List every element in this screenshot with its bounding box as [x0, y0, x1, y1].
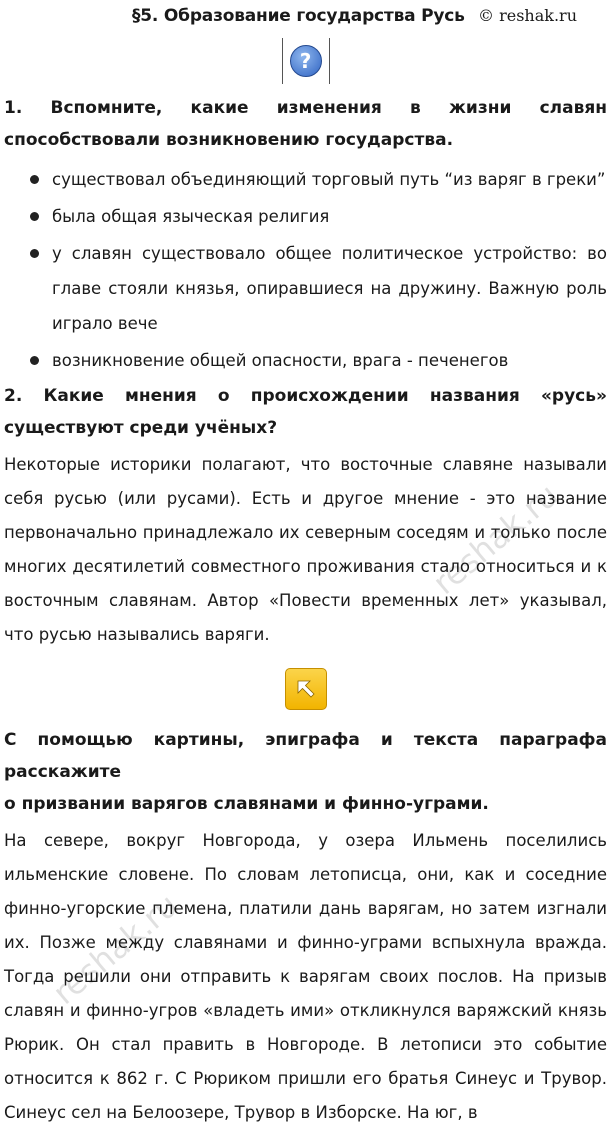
copyright-label: © reshak.ru — [478, 6, 577, 25]
list-item: существовал объединяющий торговый путь “из варяг в греки” — [0, 162, 611, 197]
question-mark-icon: ? — [290, 45, 322, 77]
arrow-up-left-icon — [285, 668, 327, 710]
answer-1-list — [0, 162, 611, 378]
question-2 — [4, 380, 607, 444]
question-1 — [4, 92, 607, 156]
watermark: reshak.ru — [425, 475, 566, 603]
answer-2-text: Некоторые историки полагают, что восточные славяне называли себя русью (или русами). Есть и другое мнение - это название первоначально принадлежало их северным соседям и только после многих десятилетий совместного проживания стало относиться и к восточным славянам. Автор «Повести временных лет» указывал, что русью назывались варяги. — [4, 455, 607, 644]
question-icon-wrap — [0, 38, 611, 84]
question-1-line-1: 1. Вспомните, какие изменения в жизни славян — [4, 98, 607, 118]
question-3 — [4, 724, 607, 820]
list-item: у славян существовало общее политическое устройство: во главе стояли князья, опиравшиеся на дружину. Важную роль играло вече — [0, 236, 611, 341]
question-icon-frame — [282, 38, 330, 84]
page-header — [0, 0, 611, 38]
question-1-line-2: способствовали возникновению государства. — [4, 130, 454, 150]
watermark: reshak.ru — [45, 885, 186, 1013]
arrow-icon-wrap — [0, 668, 611, 710]
list-item: была общая языческая религия — [0, 199, 611, 234]
question-2-line-1: 2. Какие мнения о происхождении названия «русь» — [4, 386, 607, 406]
list-item: возникновение общей опасности, врага - печенегов — [0, 343, 611, 378]
page-title: §5. Образование государства Русь — [132, 6, 465, 26]
question-2-line-2: существуют среди учёных? — [4, 418, 278, 438]
question-3-line-1: С помощью картины, эпиграфа и текста параграфа расскажите — [4, 730, 607, 782]
answer-3-text: На севере, вокруг Новгорода, у озера Ильмень поселились ильменские словене. По словам летописца, они, как и соседние финно-угорские племена, платили дань варягам, но затем изгнали их. Позже между славянами и финно-уграми вспыхнула вражда. Тогда решили они отправить к варягам своих послов. На призыв славян и финно-угров «владеть ими» откликнулся варяжский князь Рюрик. Он стал править в Новгороде. В летописи это событие относится к 862 г. С Рюриком пришли его братья Синеус и Трувор. Синеус сел на Белоозере, Трувор в Изборске. На юг, в — [4, 831, 607, 1122]
question-3-line-2: о призвании варягов славянами и финно-уграми. — [4, 794, 489, 814]
